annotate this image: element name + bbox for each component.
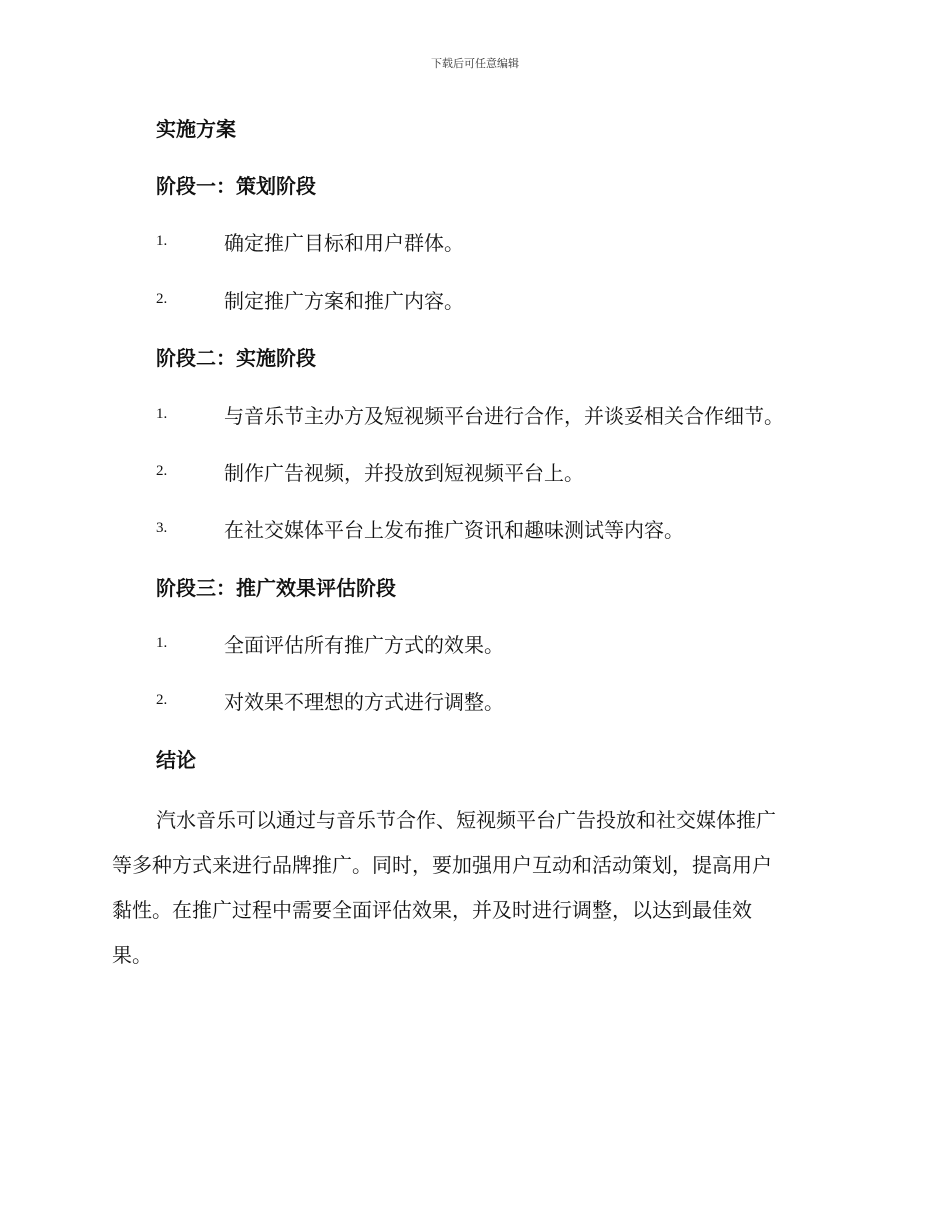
list-item bbox=[156, 516, 856, 544]
list-text: 与音乐节主办方及短视频平台进行合作，并谈妥相关合作细节。 bbox=[224, 404, 784, 428]
list-number: 2. bbox=[156, 463, 168, 479]
list-text: 全面评估所有推广方式的效果。 bbox=[224, 633, 504, 657]
list-number: 2. bbox=[156, 291, 168, 307]
list-number: 1. bbox=[156, 406, 168, 422]
phase-1-title: 阶段一：策划阶段 bbox=[156, 174, 316, 198]
list-number: 1. bbox=[156, 233, 168, 249]
conclusion-paragraph bbox=[112, 798, 832, 978]
list-text: 制定推广方案和推广内容。 bbox=[224, 289, 464, 313]
list-item bbox=[156, 688, 856, 716]
list-item bbox=[156, 459, 856, 487]
header-note: 下载后可任意编辑 bbox=[431, 57, 519, 70]
list-number: 3. bbox=[156, 520, 168, 536]
section-title: 实施方案 bbox=[156, 117, 236, 141]
phase-3-title: 阶段三：推广效果评估阶段 bbox=[156, 576, 396, 600]
paragraph-line: 黏性。在推广过程中需要全面评估效果，并及时进行调整，以达到最佳效 bbox=[112, 898, 752, 922]
list-number: 1. bbox=[156, 635, 168, 651]
list-text: 制作广告视频，并投放到短视频平台上。 bbox=[224, 461, 584, 485]
paragraph-line: 果。 bbox=[112, 943, 152, 967]
paragraph-line: 等多种方式来进行品牌推广。同时，要加强用户互动和活动策划，提高用户 bbox=[112, 853, 772, 877]
list-item bbox=[156, 631, 856, 659]
list-text: 在社交媒体平台上发布推广资讯和趣味测试等内容。 bbox=[224, 518, 684, 542]
paragraph-line: 汽水音乐可以通过与音乐节合作、短视频平台广告投放和社交媒体推广 bbox=[156, 808, 776, 832]
list-number: 2. bbox=[156, 692, 168, 708]
phase-2-title: 阶段二：实施阶段 bbox=[156, 346, 316, 370]
list-item bbox=[156, 287, 856, 315]
list-text: 确定推广目标和用户群体。 bbox=[224, 231, 464, 255]
list-item bbox=[156, 229, 856, 257]
list-item bbox=[156, 402, 856, 430]
conclusion-title: 结论 bbox=[156, 748, 196, 772]
list-text: 对效果不理想的方式进行调整。 bbox=[224, 690, 504, 714]
